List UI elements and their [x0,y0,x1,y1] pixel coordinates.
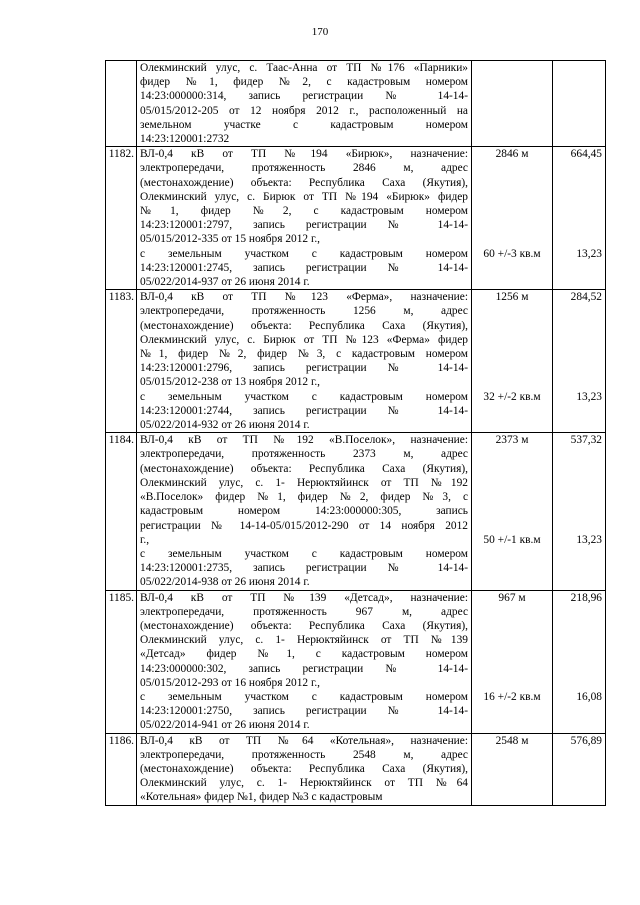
value-amount [556,176,602,190]
value-amount: 13,23 [576,533,602,546]
size-value [475,89,549,103]
value-amount [556,661,602,675]
description-line: с земельным участком с кадастровым номером [140,390,468,403]
value-amount [556,547,602,561]
description-line: 14:23:120001:2745, запись регистрации № 14-14- [140,261,468,274]
registry-table [105,60,606,806]
description-line: (местонахождение) объекта: Республика Саха (Якутия), [140,762,468,775]
size-value: 2548 м [495,734,529,747]
object-description [137,433,472,590]
size-value [475,204,549,218]
row-number: 1185. [106,590,137,733]
value-amount [556,462,602,476]
description-line: 14:23:120001:2735, запись регистрации № 14-14- [140,562,468,575]
size-value [475,333,549,347]
value-amount [556,75,602,89]
row-number [106,61,137,147]
size-value [475,218,549,232]
description-line: 05/015/2012-205 от 12 ноября 2012 г., расположенный на [140,104,468,117]
size-value [475,605,549,619]
description-line: Олекминский улус, с. Бирюк от ТП №194 «Бирюк» фидер [140,190,468,203]
object-value [553,147,606,290]
description-line: №1, фидер №2, с кадастровым номером [140,205,468,218]
size-value [475,75,549,89]
size-value [475,61,549,75]
size-value [475,418,549,432]
page-number: 170 [311,26,329,38]
table-row [106,733,606,805]
value-amount [556,232,602,246]
value-amount: 16,08 [576,690,602,703]
size-value: 2373 м [495,434,529,447]
size-value [475,447,549,461]
description-line: 14:23:120001:2732 [140,133,230,146]
description-line: электропередачи, протяженность 1256 м, адрес [140,305,468,318]
value-amount [556,132,602,146]
table-row [106,61,606,147]
size-value [475,718,549,732]
size-value [475,232,549,246]
object-size [472,590,553,733]
value-amount: 576,89 [570,734,602,747]
size-value [475,347,549,361]
value-amount [556,504,602,518]
value-amount: 537,32 [570,434,602,447]
size-value: 1256 м [495,291,529,304]
object-description [137,590,472,733]
description-line: Олекминский улус, с. Бирюк от ТП №123 «Ферма» фидер [140,333,468,346]
size-value [475,633,549,647]
object-size [472,147,553,290]
object-value [553,433,606,590]
description-line: с земельным участком с кадастровым номером [140,247,468,260]
description-line: ВЛ-0,4 кВ от ТП №194 «Бирюк», назначение: [140,148,468,161]
description-line: Олекминский улус, с. Таас-Анна от ТП №176 «Парники» [140,62,468,74]
size-value: 2846 м [495,148,529,161]
description-line: №1, фидер №2, фидер №3, с кадастровым номером [140,348,468,361]
registry-table-body [106,61,606,806]
value-amount [556,575,602,589]
object-description [137,61,472,147]
description-line: 05/022/2014-932 от 26 июня 2014 г. [140,419,310,432]
value-amount [556,619,602,633]
description-line: (местонахождение) объекта: Республика Саха (Якутия), [140,176,468,189]
description-line: (местонахождение) объекта: Республика Саха (Якутия), [140,619,468,632]
object-size [472,61,553,147]
description-line: электропередачи, протяженность 2846 м, адрес [140,162,468,175]
size-value [475,462,549,476]
object-value [553,61,606,147]
value-amount [556,218,602,232]
size-value [475,790,549,804]
description-line: «В.Поселок» фидер №1, фидер №2, фидер №3, с [140,491,468,504]
size-value [475,561,549,575]
size-value [475,704,549,718]
size-value [475,647,549,661]
size-value [475,132,549,146]
description-line: 14:23:120001:2796, запись регистрации № 14-14- [140,362,468,375]
size-value [475,361,549,375]
value-amount [556,561,602,575]
value-amount [556,776,602,790]
value-amount [556,261,602,275]
value-amount [556,704,602,718]
row-number: 1186. [106,733,137,805]
size-value [475,275,549,289]
size-value: 32 +/-2 кв.м [483,390,541,403]
description-line: Олекминский улус, с. 1- Нерюктяйинск от ТП №192 [140,476,468,489]
description-line: 05/015/2012-293 от 16 ноября 2012 г., [140,676,321,689]
size-value [475,261,549,275]
description-line: 14:23:120001:2750, запись регистрации № 14-14- [140,705,468,718]
size-value [475,547,549,561]
description-line: электропередачи, протяженность 967 м, адрес [140,605,468,618]
size-value [475,776,549,790]
description-line: 14:23:000000:314, запись регистрации № 14-14- [140,90,468,103]
object-value [553,733,606,805]
size-value [475,190,549,204]
object-description [137,147,472,290]
object-description [137,733,472,805]
value-amount [556,633,602,647]
object-size [472,733,553,805]
value-amount [556,676,602,690]
description-line: 14:23:120001:2797, запись регистрации № 14-14- [140,219,468,232]
value-amount [556,375,602,389]
value-amount [556,89,602,103]
size-value [475,575,549,589]
description-line: 14:23:000000:302, запись регистрации № 14-14- [140,662,468,675]
description-line: ВЛ-0,4 кВ от ТП №192 «В.Поселок», назначение: [140,434,468,447]
object-value [553,290,606,433]
size-value [475,476,549,490]
value-amount [556,647,602,661]
value-amount [556,404,602,418]
description-line: 05/022/2014-938 от 26 июня 2014 г. [140,576,310,589]
value-amount [556,204,602,218]
value-amount [556,518,602,532]
value-amount [556,490,602,504]
value-amount [556,790,602,804]
size-value [475,176,549,190]
description-line: ВЛ-0,4 кВ от ТП №139 «Детсад», назначение: [140,591,468,604]
value-amount [556,361,602,375]
value-amount [556,190,602,204]
size-value [475,762,549,776]
description-line: «Детсад» фидер №1, с кадастровым номером [140,648,468,661]
description-line: «Котельная» фидер №1, фидер №3 с кадастровым [140,791,383,804]
object-description [137,290,472,433]
value-amount [556,762,602,776]
table-row [106,147,606,290]
description-line: электропередачи, протяженность 2373 м, адрес [140,448,468,461]
size-value [475,490,549,504]
size-value [475,161,549,175]
size-value [475,661,549,675]
size-value [475,518,549,532]
description-line: кадастровым номером 14:23:000000:305, запись [140,505,468,518]
description-line: земельном участке с кадастровым номером [140,118,468,131]
table-row [106,433,606,590]
size-value: 60 +/-3 кв.м [483,247,541,260]
description-line: фидер №1, фидер №2, с кадастровым номером [140,76,468,89]
value-amount [556,418,602,432]
row-number: 1182. [106,147,137,290]
description-line: Олекминский улус, с. 1- Нерюктяйинск от ТП №139 [140,634,468,647]
value-amount [556,104,602,118]
row-number: 1184. [106,433,137,590]
description-line: Олекминский улус, с. 1- Нерюктяйинск от ТП №64 [140,777,468,790]
value-amount [556,333,602,347]
object-value [553,590,606,733]
object-size [472,433,553,590]
description-line: с земельным участком с кадастровым номером [140,547,468,560]
value-amount [556,118,602,132]
value-amount: 664,45 [570,148,602,161]
table-row [106,590,606,733]
value-amount [556,275,602,289]
size-value [475,748,549,762]
object-size [472,290,553,433]
value-amount [556,718,602,732]
row-number: 1183. [106,290,137,433]
description-line: 05/022/2014-937 от 26 июня 2014 г. [140,276,310,289]
description-line: регистрации № 14-14-05/015/2012-290 от 14 ноября 2012 [140,519,468,532]
value-amount [556,347,602,361]
size-value: 16 +/-2 кв.м [483,690,541,703]
description-line: 05/015/2012-335 от 15 ноября 2012 г., [140,233,321,246]
value-amount [556,61,602,75]
value-amount: 13,23 [576,247,602,260]
value-amount [556,605,602,619]
size-value: 50 +/-1 кв.м [483,533,541,546]
size-value [475,304,549,318]
value-amount [556,447,602,461]
size-value [475,676,549,690]
size-value [475,375,549,389]
description-line: 14:23:120001:2744, запись регистрации № 14-14- [140,404,468,417]
size-value [475,404,549,418]
value-amount [556,161,602,175]
value-amount [556,476,602,490]
description-line: ВЛ-0,4 кВ от ТП №64 «Котельная», назначение: [140,734,468,747]
table-row [106,290,606,433]
description-line: с земельным участком с кадастровым номером [140,690,468,703]
description-line: ВЛ-0,4 кВ от ТП №123 «Ферма», назначение: [140,291,468,304]
description-line: (местонахождение) объекта: Республика Саха (Якутия), [140,462,468,475]
description-line: г., [140,533,150,546]
size-value [475,118,549,132]
value-amount [556,748,602,762]
size-value: 967 м [498,591,526,604]
value-amount: 13,23 [576,390,602,403]
value-amount [556,304,602,318]
description-line: (местонахождение) объекта: Республика Саха (Якутия), [140,319,468,332]
size-value [475,619,549,633]
value-amount: 218,96 [570,591,602,604]
size-value [475,319,549,333]
value-amount: 284,52 [570,291,602,304]
description-line: 05/022/2014-941 от 26 июня 2014 г. [140,719,310,732]
description-line: 05/015/2012-238 от 13 ноября 2012 г., [140,376,321,389]
size-value [475,104,549,118]
size-value [475,504,549,518]
value-amount [556,319,602,333]
description-line: электропередачи, протяженность 2548 м, адрес [140,748,468,761]
